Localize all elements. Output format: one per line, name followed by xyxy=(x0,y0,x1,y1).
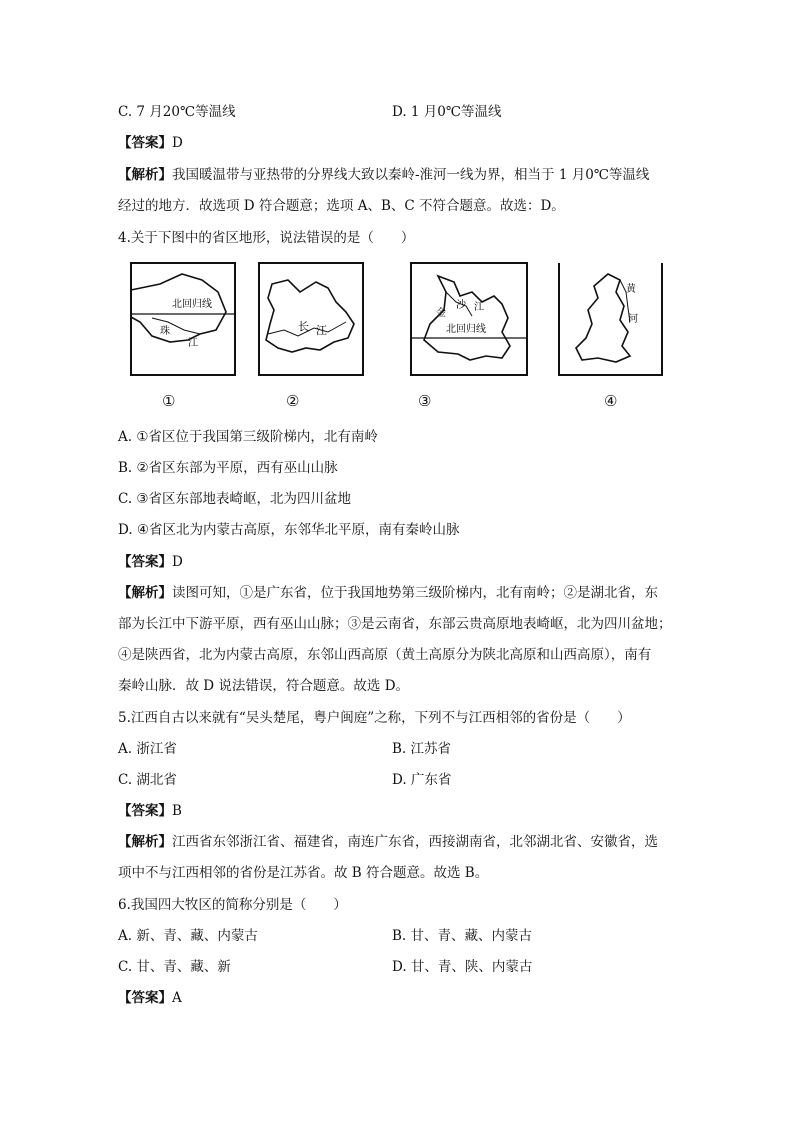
map-3-yunnan xyxy=(410,262,528,378)
map-3-tropic-label: 北回归线 xyxy=(446,324,486,335)
q5-analysis-line-2: 项中不与江西相邻的省份是江苏省。故 B 符合题意。故选 B。 xyxy=(118,865,489,881)
analysis-tag: 【解析】 xyxy=(118,585,172,601)
q5-stem: 5.江西自古以来就有“吴头楚尾，粤户闽庭”之称，下列不与江西相邻的省份是（ ） xyxy=(118,710,631,726)
answer-tag: 【答案】 xyxy=(118,554,172,570)
map-1-tropic-label: 北回归线 xyxy=(172,299,212,310)
q4-option-c: C. ③省区东部地表崎岖，北为四川盆地 xyxy=(118,491,352,507)
map-number-1: ① xyxy=(162,392,176,410)
q6-option-a: A. 新、青、藏、内蒙古 xyxy=(118,928,258,944)
answer-value: A xyxy=(172,990,182,1006)
q5-analysis-line-1 xyxy=(118,833,658,851)
q4-analysis-line-2: 部为长江中下游平原，西有巫山山脉；③是云南省，东部云贵高原地表崎岖，北为四川盆地； xyxy=(118,616,672,632)
answer-value: D xyxy=(172,135,183,151)
map-number-3: ③ xyxy=(418,392,432,410)
map-1-guangdong xyxy=(130,262,236,378)
answer-tag: 【答案】 xyxy=(118,990,172,1006)
q4-province-maps xyxy=(118,262,678,412)
map-4-river-char-1: 黄 xyxy=(626,284,636,295)
q4-stem: 4.关于下图中的省区地形，说法错误的是（ ） xyxy=(118,230,415,246)
q4-analysis-line-1 xyxy=(118,584,658,602)
q4-option-d: D. ④省区北为内蒙古高原，东邻华北平原，南有秦岭山脉 xyxy=(118,522,460,538)
q3-analysis-line-2: 经过的地方．故选项 D 符合题意；选项 A、B、C 不符合题意。故选：D。 xyxy=(118,198,565,214)
q4-option-b: B. ②省区东部为平原，西有巫山山脉 xyxy=(118,460,338,476)
map-number-4: ④ xyxy=(604,392,618,410)
map-2-hubei xyxy=(258,262,364,378)
q6-option-c: C. 甘、青、藏、新 xyxy=(118,959,231,975)
q5-option-c: C. 湖北省 xyxy=(118,772,177,788)
q5-option-b: B. 江苏省 xyxy=(392,741,452,757)
q4-option-a: A. ①省区位于我国第三级阶梯内，北有南岭 xyxy=(118,429,378,445)
q5-answer xyxy=(118,802,182,820)
map-4-shaanxi xyxy=(558,262,664,378)
analysis-text: 我国暖温带与亚热带的分界线大致以秦岭-淮河一线为界，相当于 1 月0℃等温线 xyxy=(172,167,650,183)
q5-option-d: D. 广东省 xyxy=(392,772,452,788)
map-1-river-char-2: 江 xyxy=(188,338,198,349)
analysis-tag: 【解析】 xyxy=(118,834,172,850)
q3-option-d: D. 1 月0℃等温线 xyxy=(392,104,502,120)
q6-answer xyxy=(118,989,182,1007)
q3-answer xyxy=(118,134,183,152)
q4-analysis-line-3: ④是陕西省，北为内蒙古高原，东邻山西高原（黄土高原分为陕北高原和山西高原），南有 xyxy=(118,647,652,663)
analysis-text: 读图可知，①是广东省，位于我国地势第三级阶梯内，北有南岭；②是湖北省，东 xyxy=(172,585,658,601)
map-3-river-char-2: 沙 xyxy=(456,300,466,311)
map-4-river-char-2: 河 xyxy=(628,314,638,325)
analysis-tag: 【解析】 xyxy=(118,167,172,183)
answer-value: D xyxy=(172,554,183,570)
map-2-river-char-1: 长 xyxy=(298,320,309,333)
answer-tag: 【答案】 xyxy=(118,135,172,151)
q5-option-a: A. 浙江省 xyxy=(118,741,177,757)
q3-option-c: C. 7 月20℃等温线 xyxy=(118,104,236,120)
q6-option-b: B. 甘、青、藏、内蒙古 xyxy=(392,928,533,944)
map-number-2: ② xyxy=(286,392,300,410)
q6-stem: 6.我国四大牧区的简称分别是（ ） xyxy=(118,897,347,913)
answer-tag: 【答案】 xyxy=(118,803,172,819)
map-3-river-char-3: 江 xyxy=(474,302,484,313)
analysis-text: 江西省东邻浙江省、福建省，南连广东省，西接湖南省，北邻湖北省、安徽省，选 xyxy=(172,834,658,850)
q4-analysis-line-4: 秦岭山脉．故 D 说法错误，符合题意。故选 D。 xyxy=(118,678,410,694)
q6-option-d: D. 甘、青、陕、内蒙古 xyxy=(392,959,533,975)
answer-value: B xyxy=(172,803,182,819)
q3-analysis-line-1 xyxy=(118,166,649,184)
q4-answer xyxy=(118,553,183,571)
map-3-river-char-1: 金 xyxy=(436,308,446,319)
map-1-river-char-1: 珠 xyxy=(160,326,170,337)
map-2-river-char-2: 江 xyxy=(316,324,327,337)
